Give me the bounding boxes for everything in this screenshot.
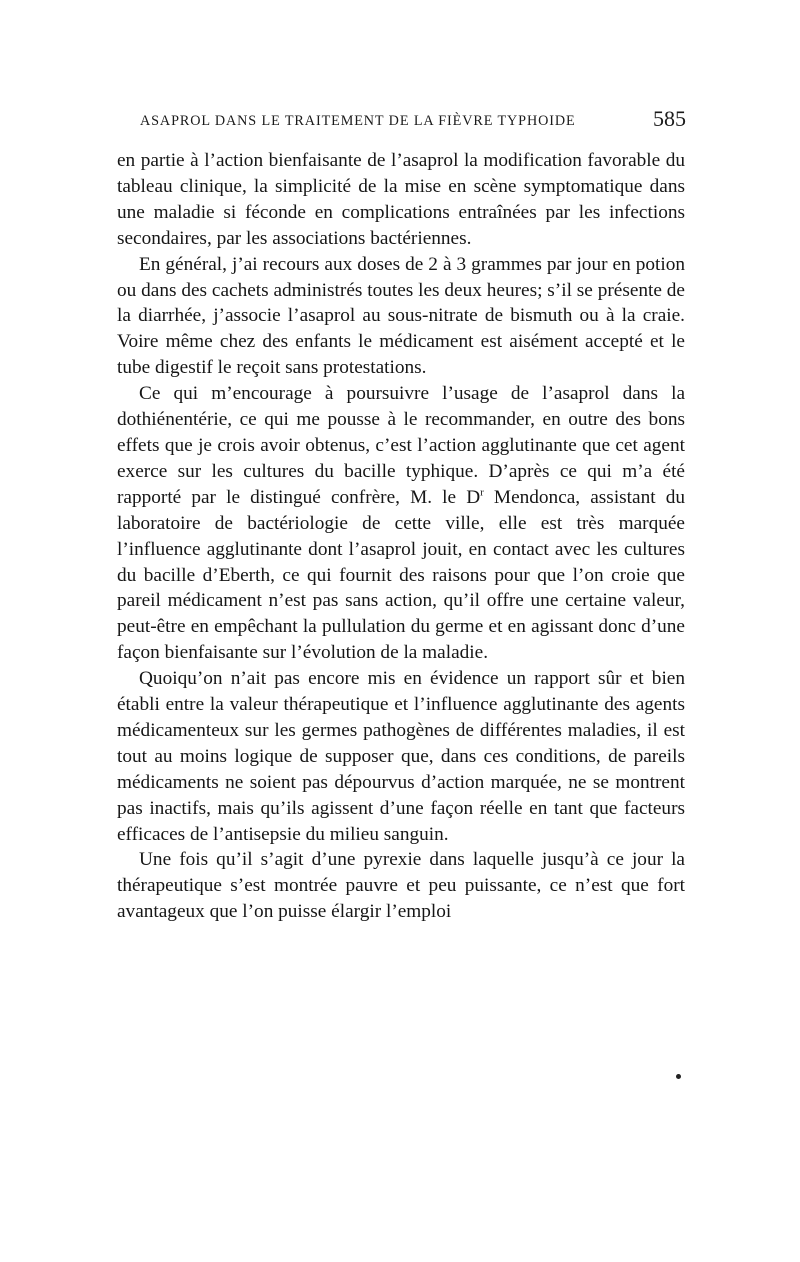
running-title: ASAPROL DANS LE TRAITEMENT DE LA FIÈVRE TYPHOIDE (140, 113, 576, 129)
paragraph-2: En général, j’ai recours aux doses de 2 à 3 grammes par jour en potion ou dans des cachets administrés toutes les deux heures; s’il se présente de la diarrhée, j’associe l’asaprol au sous-nitrate de bismuth ou à la craie. Voire même chez des enfants le médicament est aisément accepté et le tube digestif le reçoit sans protestations. (117, 253, 685, 379)
body-text (117, 148, 685, 925)
paragraph-5: Une fois qu’il s’agit d’une pyrexie dans laquelle jusqu’à ce jour la thérapeutique s’est montrée pauvre et peu puissante, ce n’est que fort avantageux que l’on puisse élargir l’emploi (117, 849, 685, 923)
page-number: 585 (653, 106, 686, 131)
paragraph-3-part-1: Ce qui m’encourage à poursuivre l’usage de l’asaprol dans la dothiénentérie, ce qui me pousse à le recommander, en outre des bons effets que je crois avoir obtenus, c’est l’action agglutinante que cet agent exerce sur les cultures du bacille typhique. D’après ce qui m’a été rapporté par le distingué confrère, M. le D (117, 383, 685, 508)
page-header (120, 104, 688, 138)
paragraph-1: en partie à l’action bienfaisante de l’asaprol la modification favorable du tableau clinique, la simplicité de la mise en scène symptomatique dans une maladie si féconde en complications entraînées par les infections secondaires, par les associations bactériennes. (117, 150, 685, 249)
paragraph-3 (117, 381, 685, 666)
paragraph-3-part-2: Mendonca, assistant du laboratoire de bactériologie de cette ville, elle est très marquée l’influence agglutinante dont l’asaprol jouit, en contact avec les cultures du bacille d’Eberth, ce qui fournit des raisons pour que l’on croie que pareil médicament n’est pas sans action, qu’il offre une certaine valeur, peut-être en empêchant la pullulation du germe et en agissant donc d’une façon bienfaisante sur l’évolution de la maladie. (117, 486, 685, 664)
doctor-abbreviation-superscript: r (480, 486, 484, 499)
ink-speck (676, 1074, 681, 1079)
paragraph-4: Quoiqu’on n’ait pas encore mis en évidence un rapport sûr et bien établi entre la valeur thérapeutique et l’influence agglutinante des agents médicamenteux sur les germes pathogènes de différentes maladies, il est tout au moins logique de supposer que, dans ces conditions, de pareils médicaments ne soient pas dépourvus d’action marquée, ne se montrent pas inactifs, mais qu’ils agissent d’une façon réelle en tant que facteurs efficaces de l’antisepsie du milieu sanguin. (117, 668, 685, 845)
